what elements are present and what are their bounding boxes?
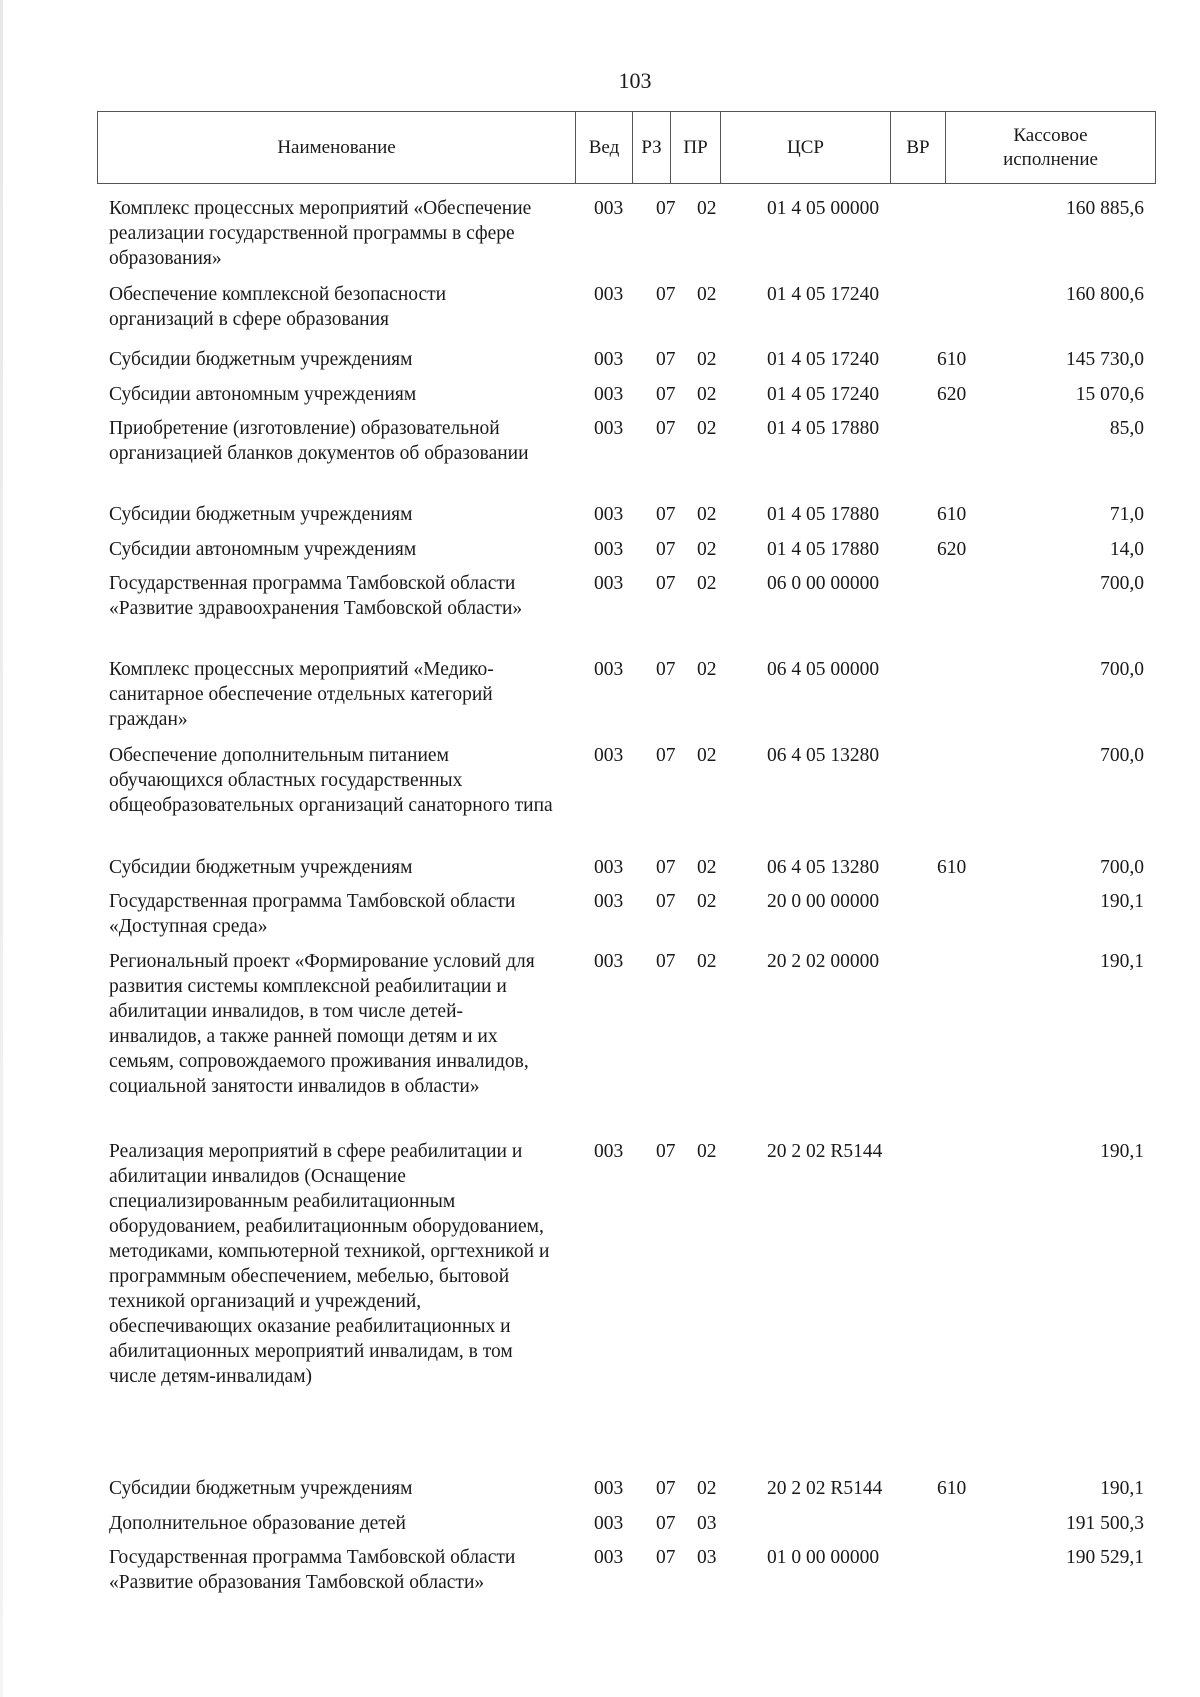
cell-amount: 700,0	[1100, 659, 1144, 680]
cell-amount: 191 500,3	[1066, 1513, 1144, 1534]
cell-csr: 01 4 05 17880	[767, 418, 880, 439]
cell-vr: 620	[937, 384, 967, 405]
cell-ved: 003	[594, 539, 624, 560]
cell-amount: 190 529,1	[1066, 1547, 1144, 1568]
cell-vr: 610	[937, 857, 967, 878]
cell-rz: 07	[656, 1513, 676, 1534]
cell-pr: 02	[697, 1478, 717, 1499]
cell-amount: 160 885,6	[1066, 198, 1144, 219]
header-ved: Вед	[575, 112, 632, 183]
cell-pr: 02	[697, 418, 717, 439]
header-csr: ЦСР	[720, 112, 890, 183]
cell-csr: 20 2 02 00000	[767, 951, 880, 972]
cell-name: Обеспечение комплексной безопасности организаций в сфере образования	[109, 284, 447, 330]
cell-pr: 02	[697, 384, 717, 405]
cell-amount: 190,1	[1100, 891, 1144, 912]
cell-csr: 20 2 02 R5144	[767, 1141, 883, 1162]
cell-amount: 15 070,6	[1075, 384, 1144, 405]
cell-ved: 003	[594, 857, 624, 878]
cell-rz: 07	[656, 504, 676, 525]
cell-pr: 02	[697, 891, 717, 912]
cell-ved: 003	[594, 1478, 624, 1499]
cell-amount: 700,0	[1100, 745, 1144, 766]
cell-amount: 700,0	[1100, 573, 1144, 594]
cell-pr: 03	[697, 1513, 717, 1534]
cell-rz: 07	[656, 857, 676, 878]
cell-name: Субсидии бюджетным учреждениям	[109, 504, 413, 525]
cell-name: Комплекс процессных мероприятий «Медико-санитарное обеспечение отдельных категорий граждан»	[109, 659, 494, 730]
cell-ved: 003	[594, 745, 624, 766]
cell-csr: 01 4 05 17880	[767, 539, 880, 560]
cell-ved: 003	[594, 659, 624, 680]
cell-amount: 700,0	[1100, 857, 1144, 878]
cell-csr: 06 4 05 13280	[767, 745, 880, 766]
cell-pr: 02	[697, 951, 717, 972]
cell-name: Региональный проект «Формирование условий для развития системы комплексной реабилитации и абилитации инвалидов, в том числе детей-инвалидов, а также ранней помощи детям и их семьям, сопровождаемого проживания инвалидов, социальной занятости инвалидов в области»	[109, 951, 535, 1097]
cell-csr: 01 0 00 00000	[767, 1547, 880, 1568]
cell-pr: 03	[697, 1547, 717, 1568]
cell-pr: 02	[697, 349, 717, 370]
cell-vr: 620	[937, 539, 967, 560]
cell-ved: 003	[594, 284, 624, 305]
cell-vr: 610	[937, 504, 967, 525]
cell-rz: 07	[656, 384, 676, 405]
cell-csr: 20 2 02 R5144	[767, 1478, 883, 1499]
cell-pr: 02	[697, 539, 717, 560]
page-number: 103	[618, 68, 652, 93]
cell-pr: 02	[697, 1141, 717, 1162]
cell-ved: 003	[594, 1141, 624, 1162]
cell-amount: 85,0	[1109, 418, 1144, 439]
cell-rz: 07	[656, 418, 676, 439]
cell-rz: 07	[656, 284, 676, 305]
cell-vr: 610	[937, 1478, 967, 1499]
cell-ved: 003	[594, 1547, 624, 1568]
cell-pr: 02	[697, 857, 717, 878]
cell-pr: 02	[697, 573, 717, 594]
cell-ved: 003	[594, 1513, 624, 1534]
cell-amount: 190,1	[1100, 1478, 1144, 1499]
cell-rz: 07	[656, 951, 676, 972]
cell-csr: 01 4 05 00000	[767, 198, 880, 219]
cell-ved: 003	[594, 349, 624, 370]
cell-vr: 610	[937, 349, 967, 370]
cell-name: Реализация мероприятий в сфере реабилитации и абилитации инвалидов (Оснащение специализированным реабилитационным оборудованием, реабилитационным оборудованием, методиками, компьютерной техникой, оргтехникой и программным обеспечением, мебелью, бытовой техникой организаций и учреждений, обеспечивающих оказание реабилитационных и абилитационных мероприятий инвалидам, в том числе детям-инвалидам)	[109, 1141, 550, 1387]
cell-name: Государственная программа Тамбовской области «Развитие образования Тамбовской области»	[109, 1547, 516, 1593]
cell-amount: 14,0	[1109, 539, 1144, 560]
cell-rz: 07	[656, 198, 676, 219]
table-header	[97, 111, 1156, 184]
cell-csr: 01 4 05 17240	[767, 349, 880, 370]
cell-amount: 71,0	[1109, 504, 1144, 525]
cell-rz: 07	[656, 891, 676, 912]
cell-name: Субсидии автономным учреждениям	[109, 384, 417, 405]
cell-ved: 003	[594, 573, 624, 594]
cell-name: Государственная программа Тамбовской области «Доступная среда»	[109, 891, 516, 937]
header-amount: Кассовое исполнение	[945, 112, 1156, 183]
cell-pr: 02	[697, 659, 717, 680]
cell-pr: 02	[697, 745, 717, 766]
cell-pr: 02	[697, 284, 717, 305]
cell-csr: 01 4 05 17240	[767, 284, 880, 305]
cell-name: Субсидии бюджетным учреждениям	[109, 857, 413, 878]
cell-csr: 20 0 00 00000	[767, 891, 880, 912]
cell-csr: 06 4 05 13280	[767, 857, 880, 878]
cell-amount: 190,1	[1100, 1141, 1144, 1162]
cell-rz: 07	[656, 745, 676, 766]
cell-rz: 07	[656, 573, 676, 594]
header-rz: РЗ	[632, 112, 670, 183]
cell-ved: 003	[594, 891, 624, 912]
header-pr: ПР	[670, 112, 720, 183]
cell-rz: 07	[656, 1478, 676, 1499]
cell-name: Приобретение (изготовление) образовательной организацией бланков документов об образовании	[109, 418, 529, 464]
header-vr: ВР	[890, 112, 945, 183]
cell-rz: 07	[656, 1547, 676, 1568]
cell-name: Государственная программа Тамбовской области «Развитие здравоохранения Тамбовской области»	[109, 573, 523, 619]
cell-pr: 02	[697, 198, 717, 219]
cell-name: Субсидии автономным учреждениям	[109, 539, 417, 560]
cell-rz: 07	[656, 659, 676, 680]
cell-name: Субсидии бюджетным учреждениям	[109, 349, 413, 370]
cell-ved: 003	[594, 504, 624, 525]
cell-amount: 160 800,6	[1066, 284, 1144, 305]
cell-rz: 07	[656, 539, 676, 560]
cell-amount: 145 730,0	[1066, 349, 1144, 370]
cell-ved: 003	[594, 198, 624, 219]
cell-name: Комплекс процессных мероприятий «Обеспечение реализации государственной программы в сфере образования»	[109, 198, 532, 269]
cell-rz: 07	[656, 349, 676, 370]
cell-ved: 003	[594, 951, 624, 972]
header-name: Наименование	[97, 112, 575, 183]
cell-csr: 01 4 05 17880	[767, 504, 880, 525]
cell-name: Обеспечение дополнительным питанием обучающихся областных государственных общеобразовательных организаций санаторного типа	[109, 745, 553, 816]
cell-ved: 003	[594, 418, 624, 439]
cell-name: Субсидии бюджетным учреждениям	[109, 1478, 413, 1499]
cell-csr: 01 4 05 17240	[767, 384, 880, 405]
cell-pr: 02	[697, 504, 717, 525]
cell-csr: 06 4 05 00000	[767, 659, 880, 680]
cell-ved: 003	[594, 384, 624, 405]
cell-rz: 07	[656, 1141, 676, 1162]
cell-csr: 06 0 00 00000	[767, 573, 880, 594]
scan-edge	[0, 0, 3, 1697]
cell-name: Дополнительное образование детей	[109, 1513, 406, 1534]
cell-amount: 190,1	[1100, 951, 1144, 972]
